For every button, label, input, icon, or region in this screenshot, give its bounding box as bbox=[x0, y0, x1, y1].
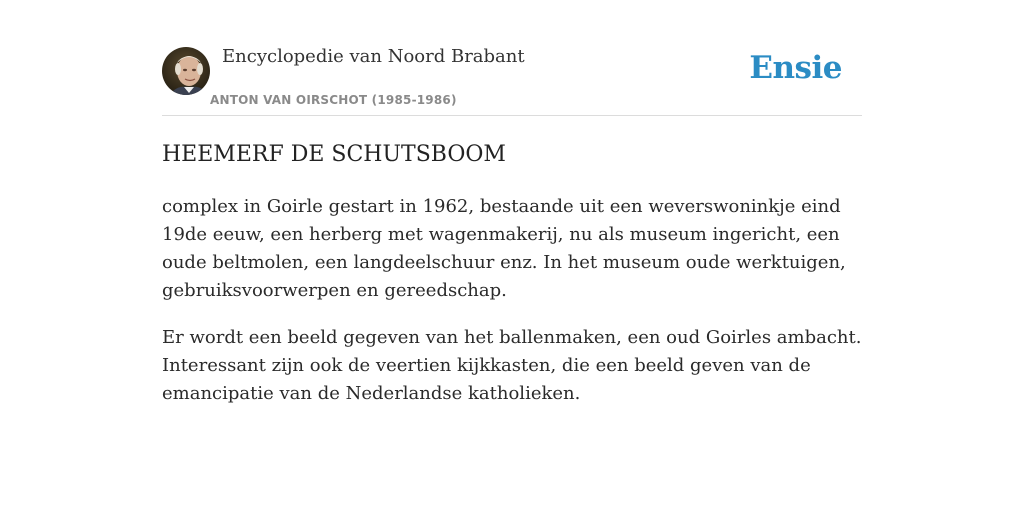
article-page bbox=[162, 0, 862, 408]
article-header bbox=[162, 0, 862, 116]
author-name[interactable]: ANTON VAN OIRSCHOT (1985-1986) bbox=[210, 93, 457, 107]
article-paragraph: complex in Goirle gestart in 1962, bestaande uit een weverswoninkje eind 19de eeuw, een herberg met wagenmakerij, nu als museum ingericht, een oude beltmolen, een langdeelschuur enz. In het museum oude werktuigen, gebruiksvoorwerpen en gereedschap. bbox=[162, 196, 846, 301]
brand-logo[interactable]: Ensie bbox=[749, 50, 842, 86]
article-title: HEEMERF DE SCHUTSBOOM bbox=[162, 142, 506, 167]
author-portrait-icon bbox=[162, 47, 210, 95]
article-paragraph: Er wordt een beeld gegeven van het ballenmaken, een oud Goirles ambacht. Interessant zijn ook de veertien kijkkasten, die een beeld geven van de emancipatie van de Nederlandse katholieken. bbox=[162, 327, 862, 404]
source-title[interactable]: Encyclopedie van Noord Brabant bbox=[222, 46, 525, 67]
author-avatar[interactable] bbox=[162, 47, 210, 95]
